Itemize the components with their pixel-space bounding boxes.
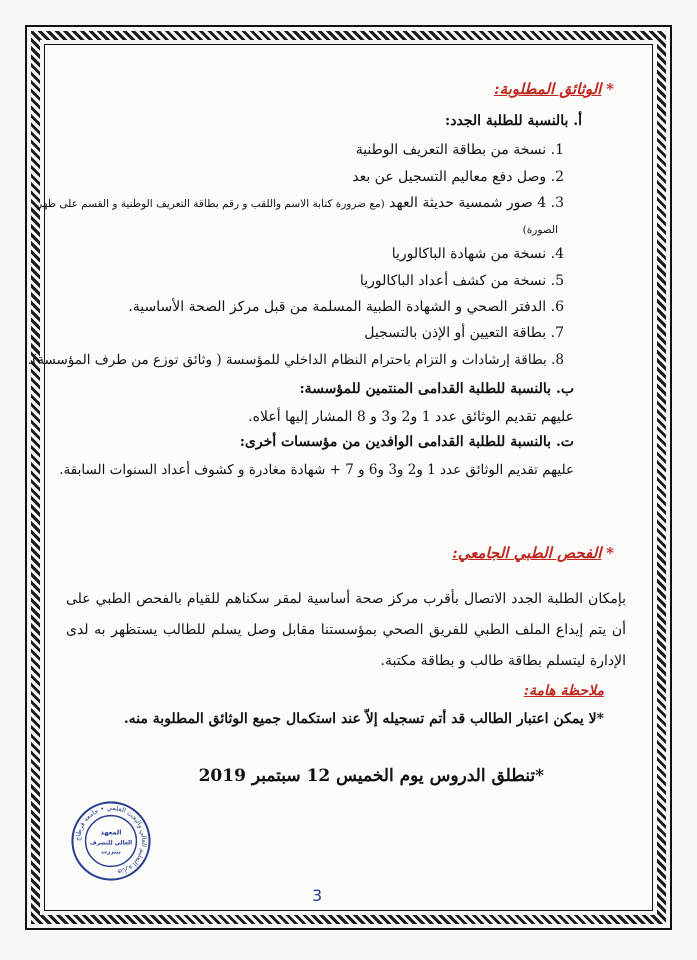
classes-start-date: *تنطلق الدروس يوم الخميس 12 سبتمبر 2019	[198, 766, 544, 786]
institution-stamp	[70, 800, 152, 882]
stamp-line-1: المعهد	[100, 828, 122, 837]
list-item: 8. بطاقة إرشادات و التزام باحترام النظام الداخلي للمؤسسة ( وثائق توزع من طرف المؤسسة).	[27, 352, 564, 368]
group-b-heading: ب. بالنسبة للطلبة القدامى المنتمين للمؤسسة:	[299, 381, 574, 397]
stamp-line-3: ببنزرت	[101, 849, 121, 856]
list-item: 5. نسخة من كشف أعداد الباكالوريا	[359, 273, 564, 289]
list-item: 4. نسخة من شهادة الباكالوريا	[391, 246, 564, 262]
important-note-heading: ملاحظة هامة:	[523, 683, 604, 699]
list-item: 1. نسخة من بطاقة التعريف الوطنية	[355, 142, 564, 158]
medical-exam-paragraph: بإمكان الطلبة الجدد الاتصال بأقرب مركز صحة أساسية لمقر سكناهم للقيام بالفحص الطبي على أن يتم إيداع الملف الطبي للفريق الصحي بمؤسستنا مقابل وصل يسلم للطالب يستظهر به لدى الإدارة ليتسلم بطاقة طالب و بطاقة مكتبة.	[66, 591, 626, 669]
item3-note: (مع ضرورة كتابة الاسم واللقب و رقم بطاقة التعريف الوطنية و القسم على ظهر	[37, 198, 385, 210]
list-item: 6. الدفتر الصحي و الشهادة الطبية المسلمة من قبل مركز الصحة الأساسية.	[128, 299, 564, 315]
stamp-line-2: العالي للتصرف	[89, 840, 133, 847]
group-c-text: عليهم تقديم الوثائق عدد 1 و2 و3 و6 و 7 + شهادة مغادرة و كشوف أعداد السنوات السابقة.	[59, 462, 574, 478]
group-c-heading: ت. بالنسبة للطلبة القدامى الوافدين من مؤسسات أخرى:	[239, 434, 574, 450]
page-number: 3	[312, 886, 323, 905]
list-item-3: 3. 4 صور شمسية حديثة العهد (مع ضرورة كتابة الاسم واللقب و رقم بطاقة التعريف الوطنية و القسم على ظهر	[37, 195, 564, 211]
section-required-documents-heading: * الوثائق المطلوبة:	[494, 80, 614, 98]
list-item: 2. وصل دفع معاليم التسجيل عن بعد	[352, 169, 564, 185]
list-item: 7. بطاقة التعيين أو الإذن بالتسجيل	[364, 325, 564, 341]
stamp-outer-text: وزارة التعليم العالي والبحث العلمي • جامعة قرطاج	[73, 803, 149, 878]
group-a-heading: أ. بالنسبة للطلبة الجدد:	[445, 113, 582, 129]
item3-note-end: الصورة)	[522, 224, 558, 236]
bullet-star: *	[606, 544, 614, 562]
bullet-star: *	[606, 80, 614, 98]
important-note-text: *لا يمكن اعتبار الطالب قد أتم تسجيله إلاّ عند استكمال جميع الوثائق المطلوبة منه.	[123, 711, 604, 727]
section-medical-exam-heading: * الفحص الطبي الجامعي:	[452, 544, 614, 562]
group-b-text: عليهم تقديم الوثائق عدد 1 و2 و3 و 8 المشار إليها أعلاه.	[248, 409, 574, 425]
